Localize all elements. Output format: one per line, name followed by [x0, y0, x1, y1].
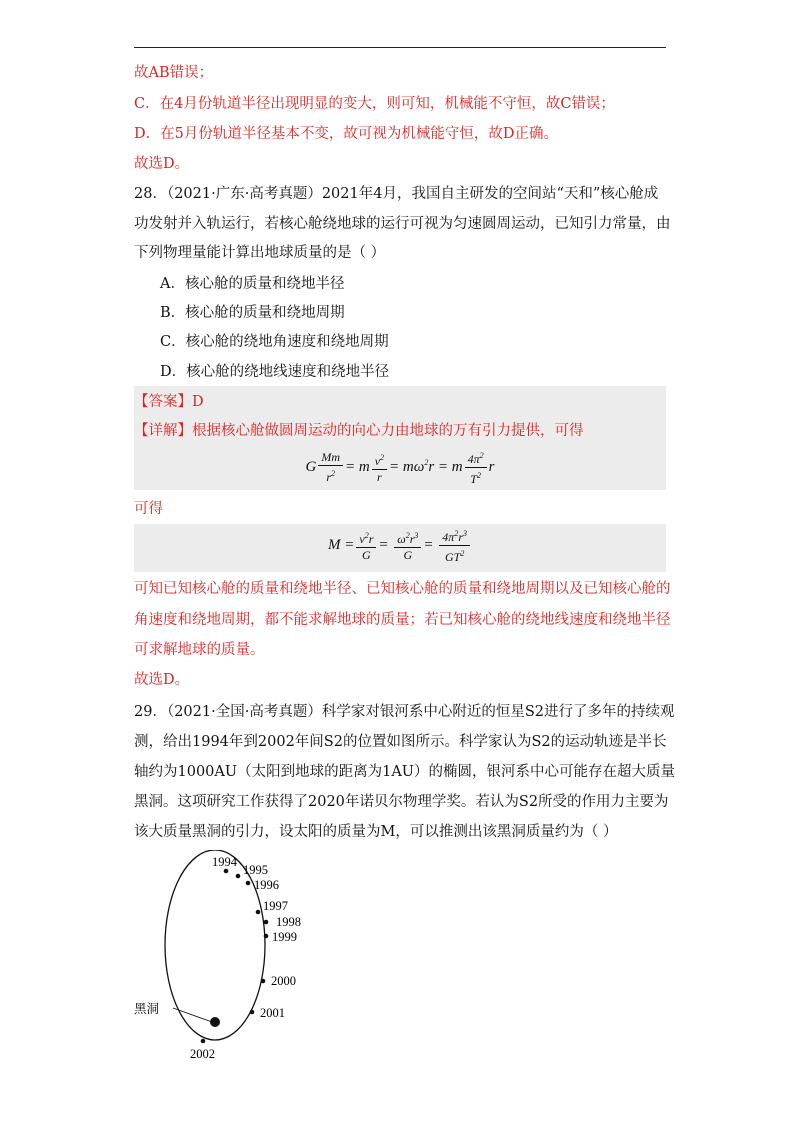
q29-stem-5: 该大质量黑洞的引力，设太阳的质量为M，可以推测出该黑洞质量约为（ ）	[134, 824, 618, 840]
header-rule	[134, 47, 666, 48]
q28-option-b: B．核心舱的质量和绕地周期	[160, 305, 345, 321]
q28-conclusion-2: 角速度和绕地周期，都不能求解地球的质量；若已知核心舱的绕地线速度和绕地半径	[134, 612, 671, 628]
q28-detail: 【详解】根据核心舱做圆周运动的向心力由地球的万有引力提供，可得	[134, 423, 584, 439]
equation-1: G $\frac{Mm}{r^2}$ = m $\frac{v^2}{r}$ = $m\omega^2r = m$ $\frac{4\pi^2}{T^2}$ r	[305, 450, 495, 486]
q28-option-d: D．核心舱的绕地线速度和绕地半径	[160, 364, 390, 380]
label-1995: 1995	[243, 863, 268, 877]
q28-stem-2: 功发射并入轨运行，若核心舱绕地球的运行可视为匀速圆周运动，已知引力常量，由	[134, 216, 671, 232]
point-2001	[250, 1010, 255, 1015]
black-hole-pointer	[173, 1008, 212, 1022]
label-2002: 2002	[190, 1047, 215, 1061]
q28-conclusion-1: 可知已知核心舱的质量和绕地半径、已知核心舱的质量和绕地周期以及已知核心舱的	[134, 581, 671, 597]
q29-stem-4: 黑洞。这项研究工作获得了2020年诺贝尔物理学奖。若认为S2所受的作用力主要为	[134, 794, 669, 810]
point-1996	[246, 881, 251, 886]
label-2001: 2001	[260, 1006, 285, 1020]
point-1994	[224, 869, 229, 874]
point-2002	[201, 1039, 206, 1044]
prev-line-4: 故选D。	[134, 156, 190, 172]
prev-line-3: D．在5月份轨道半径基本不变，故可视为机械能守恒，故D正确。	[134, 126, 558, 142]
q28-option-a: A．核心舱的质量和绕地半径	[160, 276, 345, 292]
label-1998: 1998	[276, 915, 301, 929]
point-1995	[236, 874, 241, 879]
label-1999: 1999	[272, 930, 297, 944]
orbit-diagram	[130, 850, 330, 1065]
q28-conclusion-3: 可求解地球的质量。	[134, 642, 265, 658]
black-hole-label: 黑洞	[134, 1001, 160, 1016]
q29-stem-3: 轴约为1000AU（太阳到地球的距离为1AU）的椭圆，银河系中心可能存在超大质量	[134, 764, 676, 780]
q28-stem-1: 28．（2021·广东·高考真题）2021年4月，我国自主研发的空间站“天和”核心舱成	[134, 186, 659, 202]
q29-stem-2: 测，给出1994年到2002年间S2的位置如图所示。科学家认为S2的运动轨迹是半长	[134, 734, 667, 750]
q28-keyi: 可得	[134, 501, 163, 517]
point-1997	[256, 910, 261, 915]
label-1994: 1994	[212, 855, 237, 869]
prev-line-1: 故AB错误；	[134, 65, 214, 81]
point-1999	[264, 934, 269, 939]
point-2000	[261, 979, 266, 984]
q28-final: 故选D。	[134, 672, 190, 688]
q28-stem-3: 下列物理量能计算出地球质量的是（ ）	[134, 245, 386, 261]
equation-2: M = $\frac{v^2r}{G}$ = $\frac{\omega^2r^3}{G}$ = $\frac{4\pi^2r^3}{GT^2}$	[134, 526, 666, 565]
label-2000: 2000	[271, 974, 296, 988]
q28-option-c: C．核心舱的绕地角速度和绕地周期	[160, 334, 389, 350]
prev-line-2: C．在4月份轨道半径出现明显的变大，则可知，机械能不守恒，故C错误；	[134, 96, 615, 112]
point-1998	[264, 920, 269, 925]
q29-stem-1: 29．（2021·全国·高考真题）科学家对银河系中心附近的恒星S2进行了多年的持续观	[134, 704, 675, 720]
black-hole-marker	[210, 1017, 220, 1027]
q28-answer: 【答案】D	[134, 394, 204, 410]
label-1997: 1997	[263, 899, 288, 913]
label-1996: 1996	[254, 878, 279, 892]
